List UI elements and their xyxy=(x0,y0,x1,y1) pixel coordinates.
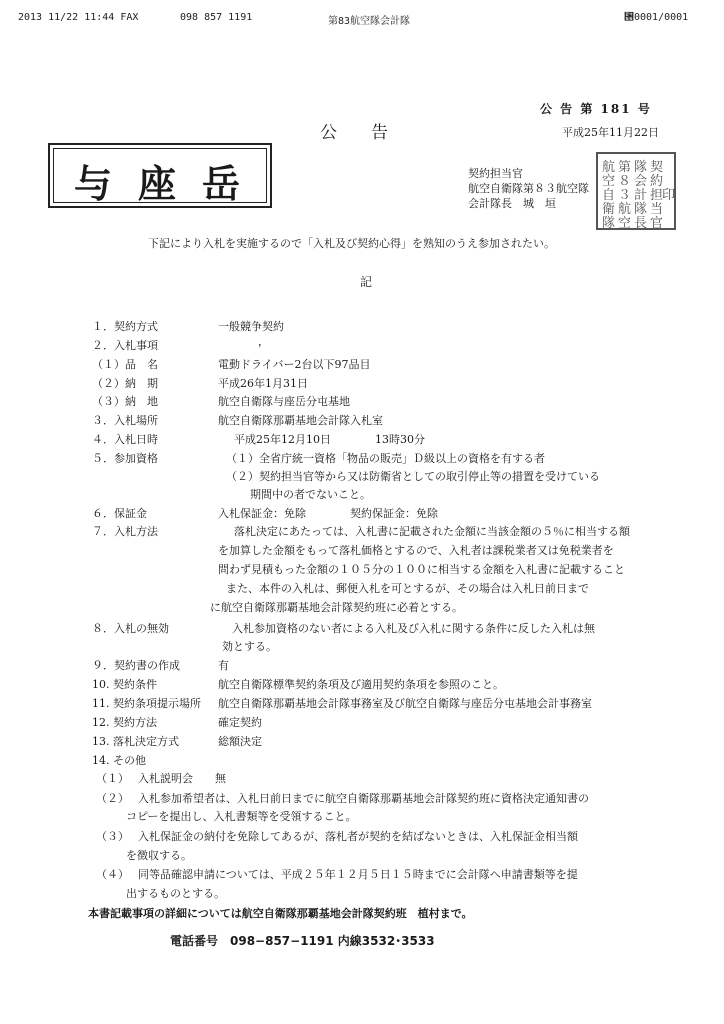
notice-number: 公 告 第 181 号 xyxy=(540,102,652,116)
item-value: 平成26年1月31日 xyxy=(218,377,308,390)
item-value: （１）全省庁統一資格「物品の販売」Ｄ級以上の資格を有する者 xyxy=(226,452,545,465)
other-num: （１） xyxy=(96,772,129,785)
item-label: ３．入札場所 xyxy=(92,414,158,427)
item-value: ， xyxy=(258,335,269,348)
item-value: を加算した金額をもって落札価格とするので、入札者は課税業者又は免税業者を xyxy=(218,544,614,557)
item-value: 入札参加資格のない者による入札及び入札に関する条件に反した入札は無 xyxy=(232,622,595,635)
other-num: （２） xyxy=(96,792,129,805)
location-stamp xyxy=(48,143,272,208)
item-label: ９．契約書の作成 xyxy=(92,659,180,672)
item-label: ４．入札日時 xyxy=(92,433,158,446)
item-value: また、本件の入札は、郵便入札を可とするが、その場合は入札日前日まで xyxy=(226,582,589,595)
item-value: 問わず見積もった金額の１０５分の１００に相当する金額を入札書に記載すること xyxy=(218,563,625,576)
item-value: 一般競争契約 xyxy=(218,320,284,333)
other-text: 入札説明会 無 xyxy=(138,772,226,785)
item-value: に航空自衛隊那覇基地会計隊契約班に必着とする。 xyxy=(210,601,463,614)
page-title: 公 告 xyxy=(320,123,388,143)
item-value: 航空自衛隊与座岳分屯基地 xyxy=(218,395,350,408)
item-value: 平成25年12月10日 13時30分 xyxy=(234,433,425,446)
item-label: 13. 落札決定方式 xyxy=(92,735,179,748)
item-value: 効とする。 xyxy=(222,640,277,653)
item-value: 落札決定にあたっては、入札書に記載された金額に当該金額の５％に相当する額 xyxy=(234,525,630,538)
item-label: ５．参加資格 xyxy=(92,452,158,465)
other-text: 入札保証金の納付を免除してあるが、落札者が契約を結ばないときは、入札保証金相当額 xyxy=(138,830,578,843)
other-text: 入札参加希望者は、入札日前日までに航空自衛隊那覇基地会計隊契約班に資格決定通知書の xyxy=(138,792,589,805)
other-num: （３） xyxy=(96,830,129,843)
item-value: 電動ドライバー2台以下97品目 xyxy=(218,358,371,371)
section-heading: 記 xyxy=(360,275,373,289)
footer-details: 本書記載事項の詳細については航空自衛隊那覇基地会計隊契約班 植村まで。 xyxy=(88,907,473,920)
item-value: 入札保証金：免除 契約保証金：免除 xyxy=(218,507,438,520)
item-label: 12. 契約方法 xyxy=(92,716,157,729)
item-value: 総額決定 xyxy=(218,735,262,748)
item-label: ２．入札事項 xyxy=(92,339,158,352)
other-num: （４） xyxy=(96,868,129,881)
official-seal: 航 空 自 衛 隊 第 ８ ３ 航 空 隊 会 計 隊 長 契 約 担 当 官 印 xyxy=(596,152,676,230)
other-text: 出するものとする。 xyxy=(126,887,225,900)
item-label: １．契約方式 xyxy=(92,320,158,333)
item-label: （２）納 期 xyxy=(92,377,158,390)
item-label: （３）納 地 xyxy=(92,395,158,408)
item-label: （１）品 名 xyxy=(92,358,158,371)
fax-datetime: 2013 11/22 11:44 FAX xyxy=(18,12,139,23)
item-label: 11. 契約条項提示場所 xyxy=(92,697,201,710)
item-label: 14. その他 xyxy=(92,754,146,767)
item-value: （２）契約担当官等から又は防衛省としての取引停止等の措置を受けている xyxy=(226,470,600,483)
fax-page: ⑕0001/0001 xyxy=(624,12,689,23)
item-value: 航空自衛隊那覇基地会計隊入札室 xyxy=(218,414,383,427)
notice-date: 平成25年11月22日 xyxy=(562,126,659,139)
item-label: 10. 契約条件 xyxy=(92,678,157,691)
item-value: 航空自衛隊標準契約条項及び適用契約条項を参照のこと。 xyxy=(218,678,504,691)
item-value: 有 xyxy=(218,659,229,672)
official-title: 契約担当官 xyxy=(468,167,523,180)
item-label: ６．保証金 xyxy=(92,507,147,520)
other-text: 同等品確認申請については、平成２５年１２月５日１５時までに会計隊へ申請書類等を提 xyxy=(138,868,578,881)
official-unit: 航空自衛隊第８３航空隊 xyxy=(468,182,589,195)
other-text: を徴収する。 xyxy=(126,849,192,862)
fax-number: 098 857 1191 xyxy=(180,12,253,23)
other-text: コピーを提出し、入札書類等を受領すること。 xyxy=(126,810,357,823)
location-stamp-text: 与座岳 xyxy=(73,162,266,206)
item-value: 期間中の者でないこと。 xyxy=(250,488,371,501)
official-name: 会計隊長 城 垣 xyxy=(468,197,556,210)
footer-phone: 電話番号 098−857−1191 内線3532･3533 xyxy=(170,934,435,948)
item-value: 航空自衛隊那覇基地会計隊事務室及び航空自衛隊与座岳分屯基地会計事務室 xyxy=(218,697,592,710)
intro-text: 下記により入札を実施するので「入札及び契約心得」を熟知のうえ参加されたい。 xyxy=(148,237,555,250)
item-label: ８．入札の無効 xyxy=(92,622,169,635)
item-value: 確定契約 xyxy=(218,716,262,729)
fax-sender: 第83航空隊会計隊 xyxy=(328,16,411,27)
item-label: ７．入札方法 xyxy=(92,525,158,538)
